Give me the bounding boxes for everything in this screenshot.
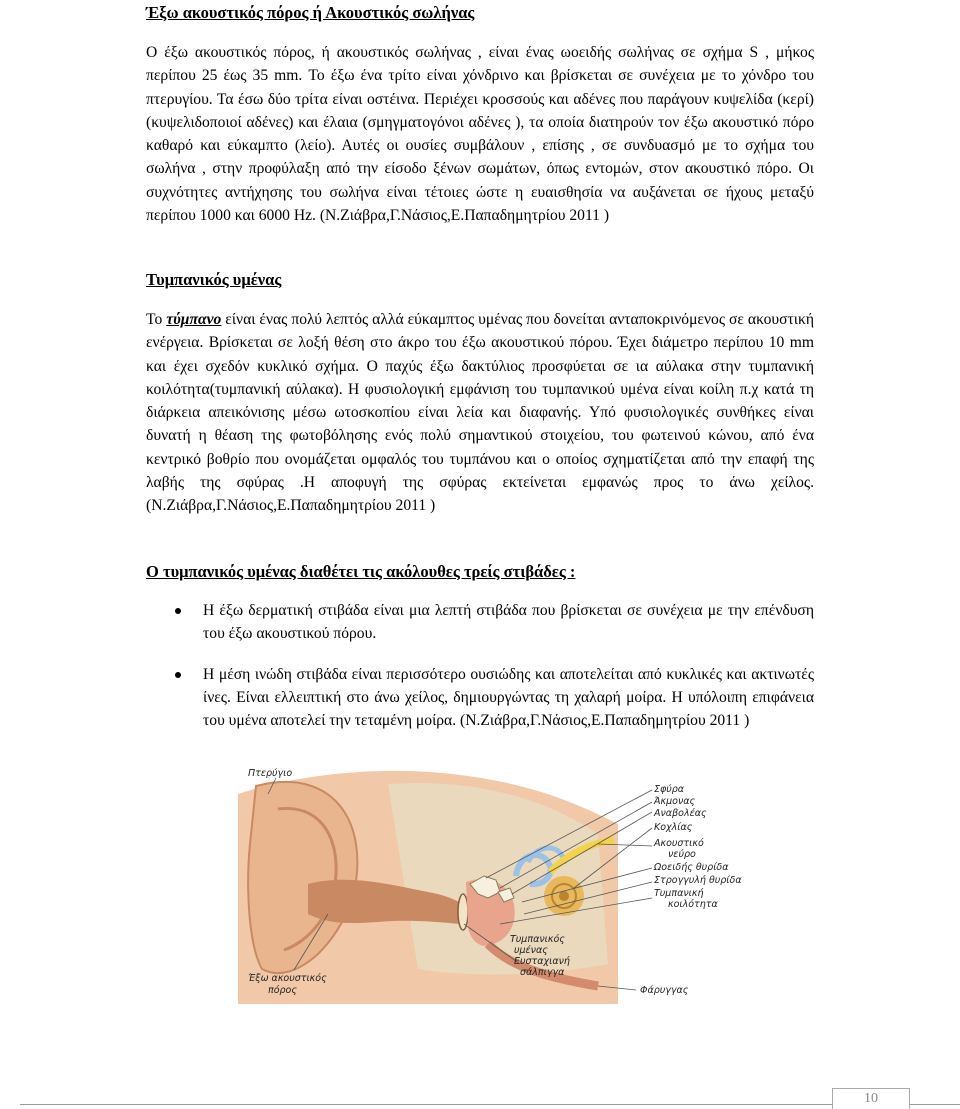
layers-list — [146, 599, 814, 732]
paragraph-tympanic-membrane — [146, 308, 814, 518]
page-number: 10 — [864, 1091, 878, 1106]
bullet-icon — [175, 672, 181, 678]
list-item-text: Η μέση ινώδη στιβάδα είναι περισσότερο ουσιώδης και αποτελείται από κυκλικές και ακτινωτές ίνες. Είναι ελλειπτική στο άνω χείλος, δημιουργώντας τη χαλαρή μοίρα. Η υπόλοιπη επιφάνεια του υμένα αποτελεί την τεταμένη μοίρα. (Ν.Ζιάβρα,Γ.Νάσιος,Ε.Παπαδημητρίου 2011 ) — [203, 665, 814, 730]
page-number-box — [832, 1088, 910, 1109]
label-tympanic-cavity-2: κοιλότητα — [668, 899, 718, 910]
eardrum-shape — [458, 894, 468, 930]
list-item — [146, 663, 814, 733]
label-external-canal-2: πόρος — [268, 985, 297, 996]
paragraph-lead: Το — [146, 311, 167, 328]
label-tympanic-cavity-1: Τυμπανική — [654, 888, 704, 899]
paragraph-external-canal: Ο έξω ακουστικός πόρος, ή ακουστικός σωλήνας , είναι ένας ωοειδής σωλήνας σε σχήμα S , μήκος περίπου 25 έως 35 mm. Το έξω ένα τρίτο είναι χόνδρινο και βρίσκεται σε συνέχεια με το χόνδρο του πτερυγίου. Τα έσω δύο τρίτα είναι οστέινα. Περιέχει κροσσούς και αδένες που παράγουν κυψελίδα (κερί) (κυψελιδοποιοί αδένες) και έλαια (σμηγματογόνοι αδένες ), τα οποία διατηρούν τον έξω ακουστικό πόρο καθαρό και εύκαμπτο (λείο). Αυτές οι ουσίες συμβάλουν , επίσης , σε συνδυασμό με το σχήμα του σωλήνα , στην προφύλαξη από την είσοδο ξένων σωμάτων, όπως εντομών, στον ακουστικό πόρο. Οι συχνότητες αντήχησης του σωλήνα είναι τέτοιες ώστε η ευαισθησία να αυξάνεται σε ήχους μεταξύ περίπου 1000 και 6000 Hz. (Ν.Ζιάβρα,Γ.Νάσιος,Ε.Παπαδημητρίου 2011 ) — [146, 44, 814, 225]
list-item — [146, 599, 814, 646]
bullet-icon — [175, 608, 181, 614]
label-eardrum-2: υμένας — [514, 945, 548, 956]
label-cochlea: Κοχλίας — [654, 822, 693, 833]
label-auditory-nerve-2: νεύρο — [668, 849, 696, 860]
label-round-window: Στρογγυλή θυρίδα — [654, 875, 742, 886]
section-heading-external-canal: Έξω ακουστικός πόρος ή Ακουστικός σωλήνας — [146, 3, 475, 22]
footer-rule — [20, 1104, 960, 1105]
label-stapes: Αναβολέας — [654, 808, 707, 819]
section-heading-tympanic-membrane: Τυμπανικός υμένας — [146, 270, 282, 289]
label-auditory-nerve-1: Ακουστικό — [654, 838, 704, 849]
ear-anatomy-illustration — [238, 764, 788, 1004]
section-heading-layers: Ο τυμπανικός υμένας διαθέτει τις ακόλουθες τρείς στιβάδες : — [146, 562, 576, 581]
paragraph-body: είναι ένας πολύ λεπτός αλλά εύκαμπτος υμένας που δονείται ανταποκρινόμενος σε ακουστική ενέργεια. Βρίσκεται σε λοξή θέση στο άκρο του έξω ακουστικού πόρου. Έχει διάμετρο περίπου 10 mm και έχει σχεδόν κυκλικό σχήμα. Ο παχύς έξω δακτύλιος προσφύεται σε ια αύλακα στην τυμπανική κοιλότητα(τυμπανική αύλακα). Η φυσιολογική εμφάνιση του τυμπανικού υμένα είναι κοίλη π.χ κατά τη διάρκεια απεικόνισης μέσω ωτοσκοπίου είναι λεία και διαφανής. Υπό φυσιολογικές συνθήκες είναι δυνατή η θέαση της φωτοβόλησης ενός πολύ σημαντικού στοιχείου, του φωτεινού κώνου, από ένα κεντρικό βοθρίο που ονομάζεται ομφαλός του τυμπάνου και ο οποίος σχηματίζεται από την επαφή της λαβής της σφύρας .Η αποφυγή της σφύρας εκτείνεται εμφανώς προς το άνω χείλος. (Ν.Ζιάβρα,Γ.Νάσιος,Ε.Παπαδημητρίου 2011 ) — [146, 311, 814, 515]
label-eustachian-1: Ευσταχιανή — [514, 956, 570, 967]
label-pharynx: Φάρυγγας — [640, 985, 689, 996]
label-oval-window: Ωοειδής θυρίδα — [654, 862, 729, 873]
label-pinna: Πτερύγιο — [248, 768, 293, 779]
list-item-text: Η έξω δερματική στιβάδα είναι μια λεπτή στιβάδα που βρίσκεται σε συνέχεια με την επένδυση του έξω ακουστικού πόρου. — [203, 602, 814, 643]
label-external-canal-1: Έξω ακουστικός — [248, 973, 327, 984]
emphasized-term: τύμπανο — [166, 311, 222, 328]
label-eustachian-2: σάλπιγγα — [520, 967, 565, 978]
label-malleus: Σφύρα — [654, 784, 685, 795]
label-incus: Άκμονας — [654, 796, 696, 807]
label-eardrum-1: Τυμπανικός — [510, 934, 565, 945]
ear-anatomy-figure — [238, 764, 788, 1004]
